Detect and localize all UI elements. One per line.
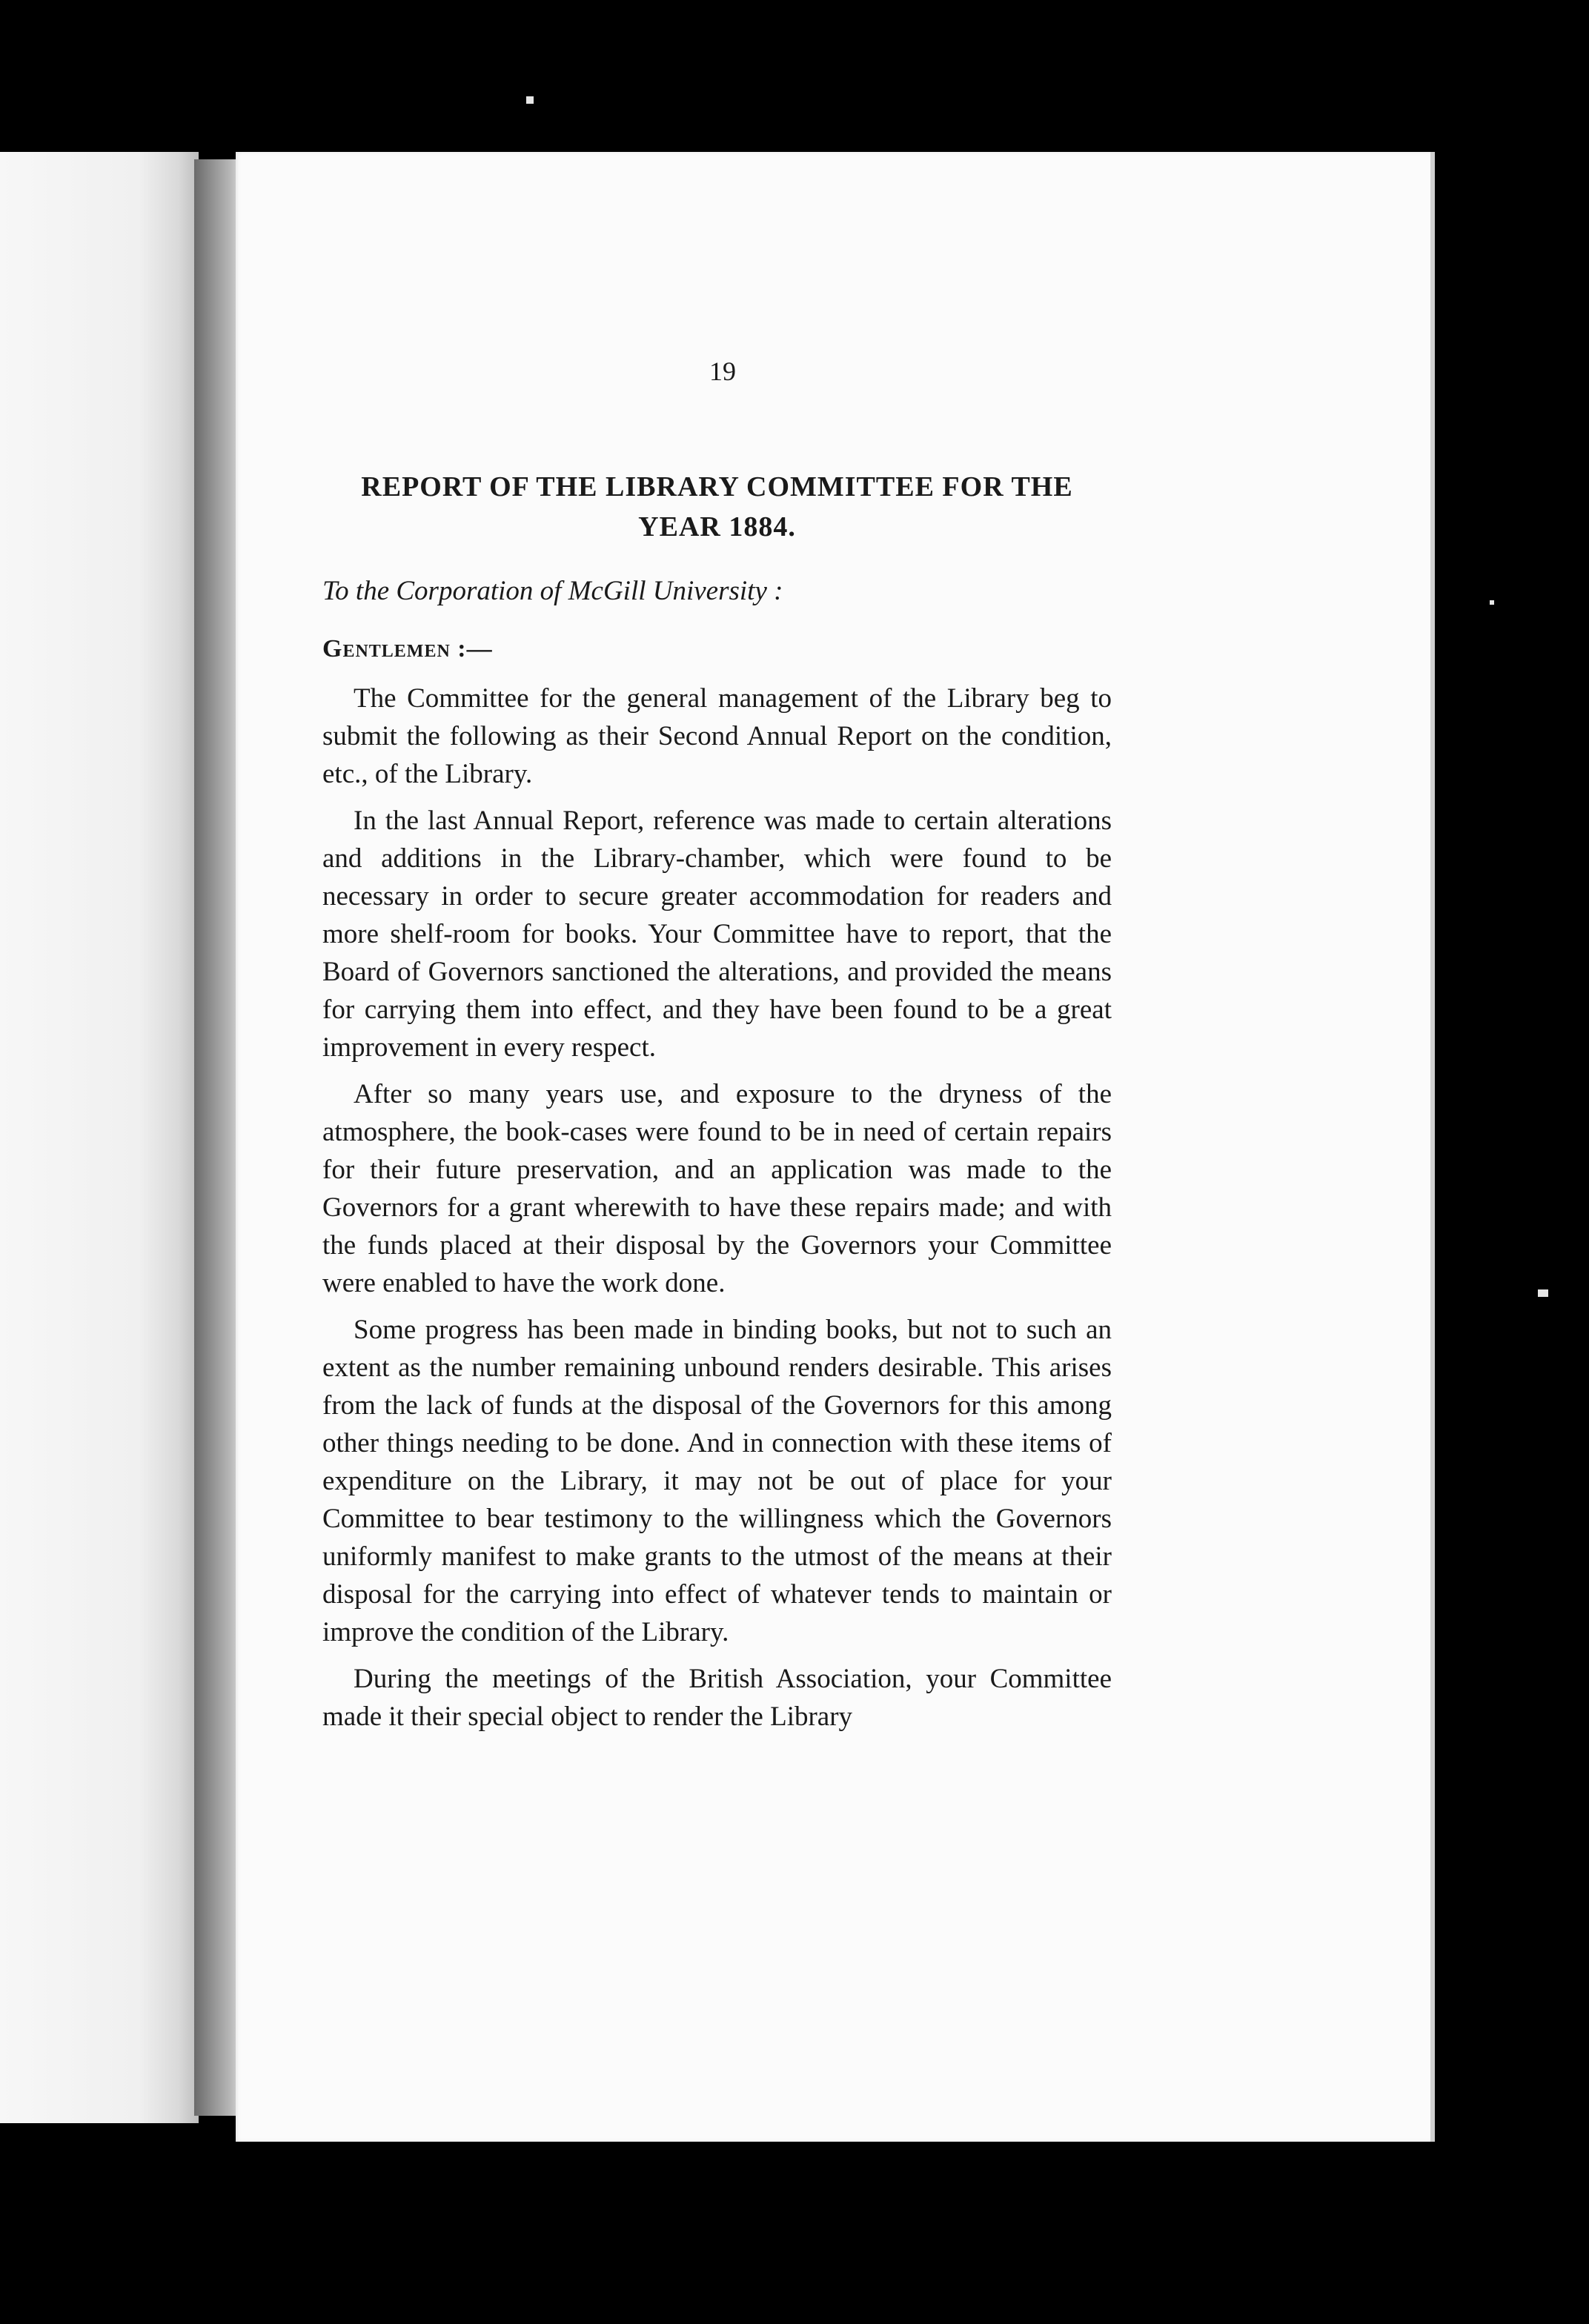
report-title: REPORT OF THE LIBRARY COMMITTEE FOR THE YEAR 1884. bbox=[361, 471, 1073, 542]
dust-speck bbox=[1490, 600, 1494, 605]
paragraph: The Committee for the general management of the Library beg to submit the following as their Second Annual Report on the condition, etc., of the Library. bbox=[322, 683, 1112, 789]
page-edge bbox=[1430, 152, 1435, 2142]
left-facing-page bbox=[0, 152, 199, 2123]
dust-speck bbox=[526, 96, 534, 104]
page-number: 19 bbox=[709, 356, 736, 386]
paragraph: In the last Annual Report, reference was made to certain alterations and additions in the Library-chamber, which were found to be necessary in order to secure greater accommodation for readers and more shelf-room for books. Your Committee have to report, that the Board of Governors sanctioned the alterations, and provided the means for carrying them into effect, and they have been found to be a great improvement in every respect. bbox=[322, 806, 1112, 1063]
paragraph: After so many years use, and exposure to the dryness of the atmosphere, the book-cases were found to be in need of certain repairs for their future preservation, and an application was made to the Governors for a grant wherewith to have these repairs made; and with the funds placed at their disposal by the Governors your Committee were enabled to have the work done. bbox=[322, 1079, 1112, 1298]
paragraph: Some progress has been made in binding books, but not to such an extent as the number remaining unbound renders desirable. This arises from the lack of funds at the disposal of the Governors for this among other things needing to be done. And in connection with these items of expenditure on the Library, it may not be out of place for your Committee to bear testimony to the willingness which the Governors uniformly manifest to make grants to the utmost of the means at their disposal for the carrying into effect of whatever tends to maintain or improve the condition of the Library. bbox=[322, 1315, 1112, 1647]
page-text-block bbox=[322, 356, 1112, 1744]
salutation: Gentlemen :— bbox=[322, 635, 493, 663]
paragraph: During the meetings of the British Association, your Committee made it their special object to render the Library bbox=[322, 1664, 1112, 1732]
address-line: To the Corporation of McGill University : bbox=[322, 576, 783, 606]
dust-speck bbox=[1538, 1289, 1548, 1297]
